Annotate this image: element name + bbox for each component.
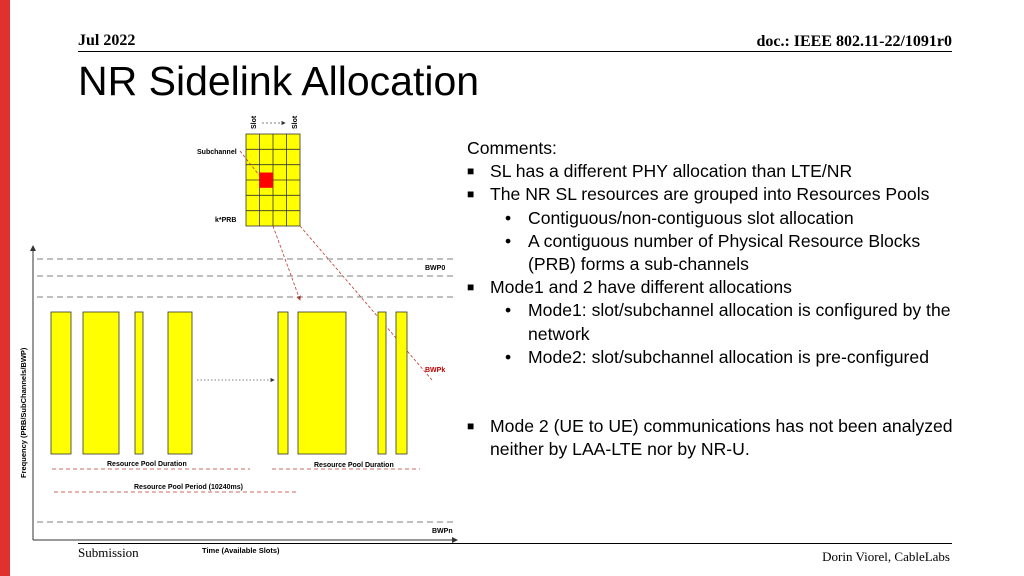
pool-duration-2-label: Resource Pool Duration <box>314 462 394 469</box>
slot-label-1: Slot <box>251 115 258 129</box>
comment-text: Mode1 and 2 have different allocations <box>490 277 792 298</box>
square-bullet-icon: ■ <box>467 419 475 434</box>
comment-bullet-3 <box>467 276 1007 299</box>
bwpn-label: BWPn <box>432 528 453 535</box>
comment-text: (PRB) forms a sub-channels <box>528 254 749 275</box>
dot-bullet-icon: • <box>505 346 512 367</box>
frequency-axis-label: Frequency (PRB/SubChannels/BWP) <box>19 347 28 478</box>
comment-text: network <box>528 323 590 344</box>
pool-duration-1-label: Resource Pool Duration <box>107 461 187 468</box>
slot-block-5 <box>278 312 288 454</box>
bwp0-label: BWP0 <box>425 265 446 272</box>
comment-text: A contiguous number of Physical Resource Blocks <box>528 230 921 251</box>
time-axis-label: Time (Available Slots) <box>202 546 280 555</box>
slot-block-3 <box>135 312 143 454</box>
dot-bullet-icon: • <box>505 230 512 251</box>
comment-text: Mode1: slot/subchannel allocation is configured by the <box>528 300 951 321</box>
comment-sub-bullet <box>467 207 1007 230</box>
comment-text: Contiguous/non-contiguous slot allocation <box>528 207 854 228</box>
slot-block-4 <box>168 312 192 454</box>
dot-bullet-icon: • <box>505 207 512 228</box>
footer-divider <box>78 543 952 544</box>
footer-author: Dorin Viorel, CableLabs <box>822 549 950 564</box>
comment-sub-bullet-cont <box>467 323 1007 346</box>
comments-panel <box>467 137 1007 461</box>
slot-block-8 <box>396 312 407 454</box>
slot-block-7 <box>378 312 386 454</box>
slot-block-2 <box>83 312 119 454</box>
footer-submission: Submission <box>78 545 139 560</box>
square-bullet-icon: ■ <box>467 280 475 295</box>
slide-title: NR Sidelink Allocation <box>78 58 480 104</box>
comment-bullet-4-cont <box>467 438 1007 461</box>
slot-label-2: Slot <box>292 115 299 129</box>
comment-sub-bullet <box>467 230 1007 253</box>
comment-sub-bullet-cont <box>467 253 1007 276</box>
comment-text: neither by LAA-LTE nor by NR-U. <box>490 439 750 460</box>
comments-heading: Comments: <box>467 138 557 158</box>
comment-sub-bullet <box>467 346 1007 369</box>
square-bullet-icon: ■ <box>467 187 475 202</box>
zoom-pointer-left <box>273 226 300 300</box>
square-bullet-icon: ■ <box>467 164 475 179</box>
comment-text: Mode 2 (UE to UE) communications has not been analyzed <box>490 416 953 437</box>
comment-text: Mode2: slot/subchannel allocation is pre-configured <box>528 346 929 367</box>
subchannel-label: Subchannel <box>197 149 237 156</box>
pool-period-label: Resource Pool Period (10240ms) <box>134 484 243 491</box>
prb-grid <box>246 134 300 226</box>
header-doc-id: doc.: IEEE 802.11-22/1091r0 <box>756 33 952 50</box>
comment-bullet-2 <box>467 183 1007 206</box>
dot-bullet-icon: • <box>505 300 512 321</box>
comment-text: SL has a different PHY allocation than LTE/NR <box>490 161 853 182</box>
bwpk-label: BWPk <box>425 367 446 374</box>
slot-block-1 <box>51 312 71 454</box>
comment-sub-bullet <box>467 299 1007 322</box>
header-date: Jul 2022 <box>78 32 136 49</box>
kprb-label: k*PRB <box>215 217 237 224</box>
slot-block-6 <box>298 312 346 454</box>
comment-text: The NR SL resources are grouped into Resources Pools <box>490 184 930 205</box>
allocated-subchannel-cell <box>260 173 274 188</box>
comment-bullet-1 <box>467 160 1007 183</box>
comment-bullet-4 <box>467 415 1007 438</box>
